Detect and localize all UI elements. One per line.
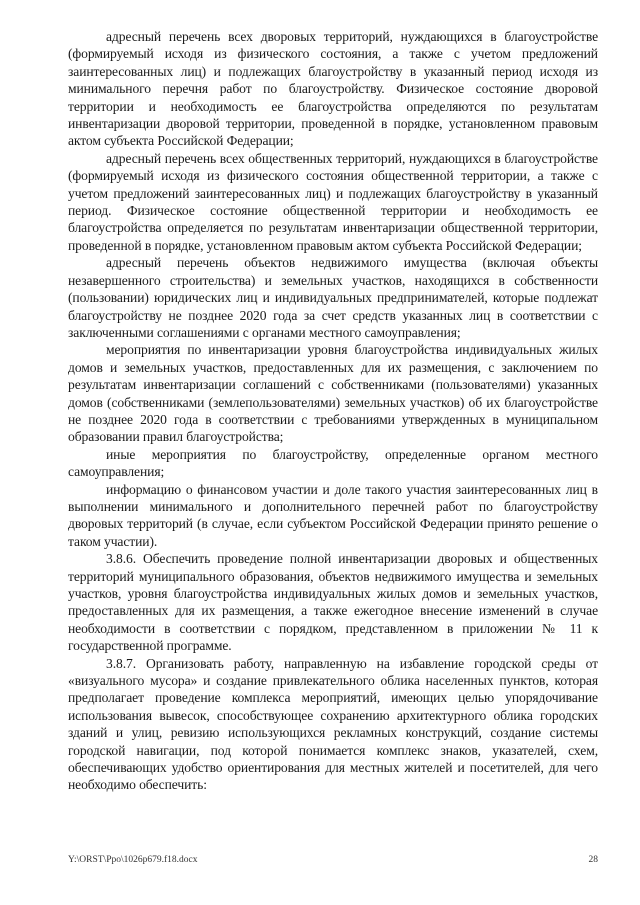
paragraph-section-3-8-6: 3.8.6. Обеспечить проведение полной инвентаризации дворовых и общественных территорий муниципального образования, объектов недвижимого имущества и земельных участков, уровня благоустройства индивидуальных жилых домов и земельных участков, предоставленных для их размещения, а также ежегодное внесение изменений в случае необходимости в соответствии с порядком, представленном в приложении № 11 к государственной программе.: [68, 551, 598, 654]
paragraph-section-3-8-7: 3.8.7. Организовать работу, направленную на избавление городской среды от «визуального мусора» и создание привлекательного облика населенных пунктов, которая предполагает проведение комплекса мероприятий, имеющих целью упорядочивание использования вывесок, способствующее сохранению архитектурного облика городских зданий и улиц, ревизию использующихся рекламных конструкций, создание системы городской навигации, под которой понимается комплекс знаков, указателей, схем, обеспечивающих удобство ориентирования для местных жителей и посетителей, для чего необходимо обеспечить:: [68, 655, 598, 793]
paragraph-real-estate-list: адресный перечень объектов недвижимого имущества (включая объекты незавершенного строительства) и земельных участков, находящихся в собственности (пользовании) юридических лиц и индивидуальных предпринимателей, которые подлежат благоустройству не позднее 2020 года за счет средств указанных лиц в соответствии с заключенными соглашениями с органами местного самоуправления;: [68, 255, 598, 340]
paragraph-financial-participation: информацию о финансовом участии и доле такого участия заинтересованных лиц в выполнении минимального и дополнительного перечней работ по благоустройству дворовых территорий (в случае, если субъектом Российской Федерации принято решение о таком участии).: [68, 481, 598, 549]
page-number: 28: [588, 855, 598, 865]
footer-file-path: Y:\ORST\Ppo\1026p679.f18.docx: [68, 855, 198, 865]
page-footer: [68, 855, 598, 865]
paragraph-public-territories-list: адресный перечень всех общественных территорий, нуждающихся в благоустройстве (формируемый исходя из физического состояния общественной территории, а также с учетом предложений заинтересованных лиц) и подлежащих благоустройству в указанный период. Физическое состояние общественной территории и необходимость ее благоустройства определяется по результатам инвентаризации общественной территории, проведенной в порядке, установленном правовым актом субъекта Российской Федерации;: [68, 150, 598, 253]
paragraph-other-measures: иные мероприятия по благоустройству, определенные органом местного самоуправления;: [68, 446, 598, 480]
paragraph-inventory-measures: мероприятия по инвентаризации уровня благоустройства индивидуальных жилых домов и земельных участков, предоставленных для их размещения, с заключением по результатам инвентаризации соглашений с собственниками (пользователями) указанных домов (собственниками (землепользователями) земельных участков) об их благоустройстве не позднее 2020 года в соответствии с требованиями утвержденных в муниципальном образовании правил благоустройства;: [68, 342, 598, 445]
document-body: [68, 28, 598, 794]
paragraph-courtyard-list: адресный перечень всех дворовых территорий, нуждающихся в благоустройстве (формируемый исходя из физического состояния, а также с учетом предложений заинтересованных лиц) и подлежащих благоустройству в указанный период исходя из минимального перечня работ по благоустройству. Физическое состояние дворовой территории и необходимость ее благоустройства определяются по результатам инвентаризации дворовой территории, проведенной в порядке, установленном правовым актом субъекта Российской Федерации;: [68, 29, 598, 149]
